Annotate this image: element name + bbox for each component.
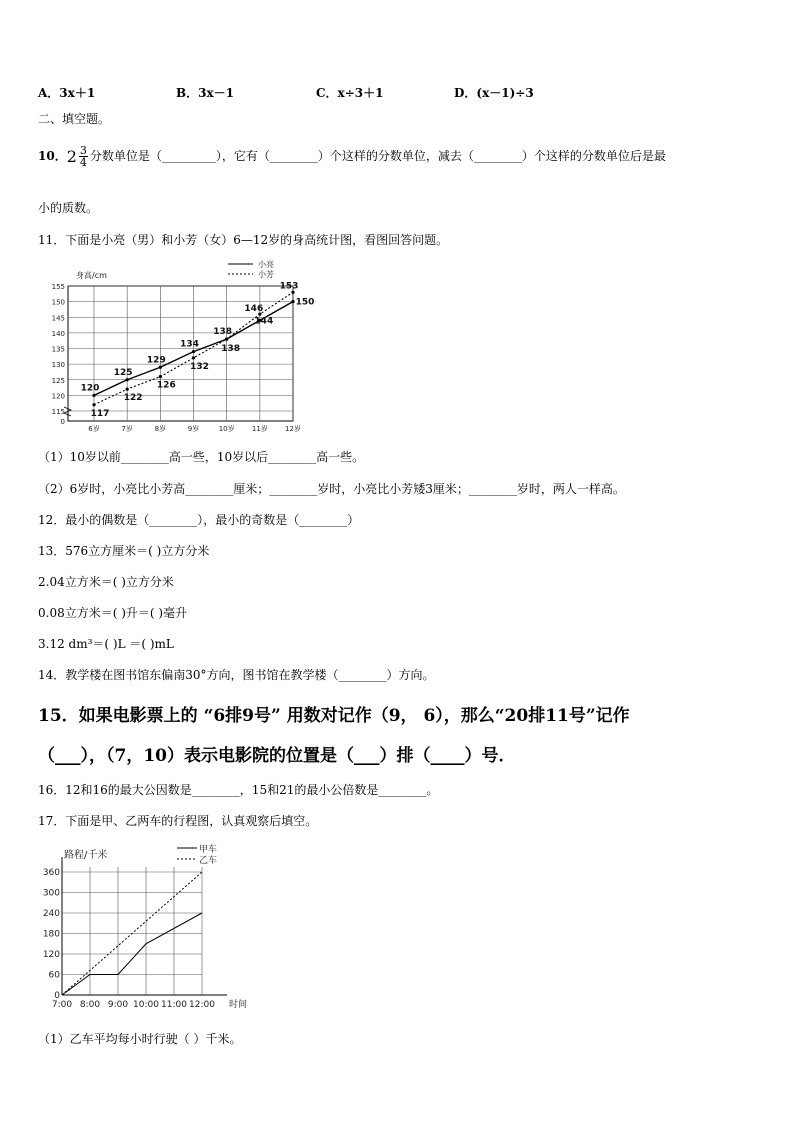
chart1-y-tick-label: 125 [51, 376, 65, 385]
chart1-legend-label: 小亮 [258, 260, 274, 269]
q10-fraction [79, 145, 88, 168]
chart2-legend-label: 乙车 [199, 856, 218, 866]
chart1-y-tick-label: 115 [51, 408, 65, 416]
chart1-data-label: 138 [213, 327, 233, 338]
option-b: B．3x－1 [176, 86, 234, 100]
chart1-data-label: 132 [190, 361, 209, 372]
chart2-y-tick-label: 120 [42, 950, 60, 960]
chart1-axis-break [64, 407, 71, 416]
chart1-data-point [92, 403, 95, 406]
q11-sub1: （1）10岁以前________高一些，10岁以后________高一些。 [38, 450, 365, 464]
height-line-chart [38, 256, 315, 436]
question-17: 17．下面是甲、乙两车的行程图，认真观察后填空。 [38, 814, 318, 828]
chart1-data-label: 138 [221, 344, 241, 355]
chart1-data-label: 125 [113, 367, 133, 378]
chart2-x-tick-label: 7:00 [51, 1000, 73, 1010]
chart1-data-label: 153 [279, 281, 299, 292]
chart1-data-label: 129 [146, 355, 166, 366]
chart1-x-tick-label: 7岁 [121, 425, 133, 433]
chart2-x-tick-label: 9:00 [107, 1000, 129, 1010]
q17-sub1: （1）乙车平均每小时行驶（ ）千米。 [38, 1032, 242, 1046]
question-14: 14．教学楼在图书馆东偏南30°方向，图书馆在教学楼（________）方向。 [38, 668, 435, 682]
chart1-x-tick-label: 8岁 [154, 425, 167, 433]
chart2-y-tick-label: 0 [54, 991, 60, 1001]
chart1-data-point [92, 394, 95, 397]
chart1-x-tick-label: 12岁 [285, 425, 301, 433]
chart2-x-tick-label: 10:00 [133, 1000, 159, 1010]
chart2-y-tick-label: 60 [48, 970, 60, 981]
option-d: D．(x－1)÷3 [454, 86, 534, 100]
chart2-x-tick-label: 12:00 [189, 1000, 215, 1010]
chart1-data-label: 146 [244, 304, 264, 315]
q11-sub2: （2）6岁时，小亮比小芳高________厘米；________岁时，小亮比小芳矮3厘米；________岁时，两人一样高。 [38, 482, 625, 496]
chart1-data-point [159, 375, 162, 378]
chart2-x-tick-label: 8:00 [79, 1000, 101, 1010]
chart1-data-point [225, 338, 228, 341]
question-13-line3: 0.08立方米＝( )升＝( )毫升 [38, 606, 188, 620]
chart1-y-tick-label: 150 [51, 298, 65, 307]
chart1-data-point [291, 300, 294, 303]
question-13-line2: 2.04立方米＝( )立方分米 [38, 575, 174, 589]
chart1-data-label: 122 [123, 393, 143, 404]
question-13-line1: 13．576立方厘米＝( )立方分米 [38, 544, 210, 558]
q10-numerator: 3 [79, 144, 87, 157]
chart1-y-tick-label: 135 [51, 345, 65, 354]
question-15-line1: 15．如果电影票上的 “6排9号” 用数对记作（9， 6），那么“20排11号”记作 [38, 706, 630, 726]
question-11: 11．下面是小亮（男）和小芳（女）6—12岁的身高统计图，看图回答问题。 [38, 233, 449, 247]
chart2-legend-label: 甲车 [199, 845, 218, 855]
q10-prefix: 10． [38, 149, 67, 163]
chart2-y-tick-label: 360 [42, 868, 60, 878]
chart1-data-point [192, 350, 195, 353]
chart1-x-tick-label: 11岁 [251, 425, 268, 433]
chart1-x-tick-label: 9岁 [187, 425, 200, 433]
chart2-y-tick-label: 240 [42, 909, 60, 919]
travel-line-chart [32, 840, 282, 1015]
chart2-y-axis-label: 路程/千米 [64, 850, 108, 861]
chart1-x-tick-label: 6岁 [88, 425, 100, 433]
chart2-y-tick-label: 180 [42, 929, 60, 940]
chart1-y-tick-label: 145 [51, 314, 65, 323]
chart1-y-axis-label: 身高/cm [76, 271, 107, 280]
chart1-y-tick-label: 155 [51, 283, 65, 291]
question-15-line2: （___），（7，10）表示电影院的位置是（___）排（____）号． [38, 746, 516, 766]
chart1-data-point [126, 388, 129, 391]
chart1-data-label: 126 [156, 380, 176, 391]
chart1-data-point [126, 378, 129, 381]
chart1-data-label: 150 [295, 297, 315, 308]
chart1-data-point [159, 366, 162, 369]
chart1-y-tick-label: 130 [51, 361, 65, 370]
chart1-data-label: 134 [180, 339, 199, 350]
question-12: 12．最小的偶数是（________），最小的奇数是（________） [38, 513, 360, 527]
q10-whole: 2 [66, 147, 77, 166]
question-10 [38, 145, 666, 168]
option-c: C．x÷3＋1 [316, 86, 384, 100]
chart1-y-tick-label: 120 [51, 392, 65, 401]
chart1-x-tick-label: 10岁 [218, 425, 235, 433]
chart1-data-label: 120 [80, 383, 100, 394]
chart1-data-label: 117 [90, 408, 110, 419]
chart1-y-tick-label: 0 [60, 418, 65, 426]
chart2-y-tick-label: 300 [42, 888, 60, 899]
chart1-data-point [192, 356, 195, 359]
chart1-y-tick-label: 140 [51, 329, 65, 338]
option-a: A．3x＋1 [38, 86, 96, 100]
chart1-legend-label: 小芳 [258, 270, 274, 279]
q10-text: 分数单位是（_________），它有（________）个这样的分数单位，减去（________）个这样的分数单位后是最 [89, 149, 666, 163]
chart1-data-label: 144 [254, 316, 274, 327]
q10-text-continued: 小的质数。 [38, 201, 99, 215]
chart2-x-tick-label: 11:00 [161, 1000, 187, 1010]
question-13-line4: 3.12 dm³＝( )L ＝( )mL [38, 637, 174, 651]
question-16: 16．12和16的最大公因数是________，15和21的最小公倍数是________。 [38, 783, 439, 797]
chart2-x-axis-label: 时间 [229, 1000, 248, 1010]
section-two-heading: 二、填空题。 [38, 112, 111, 126]
q10-denominator: 4 [79, 156, 87, 169]
